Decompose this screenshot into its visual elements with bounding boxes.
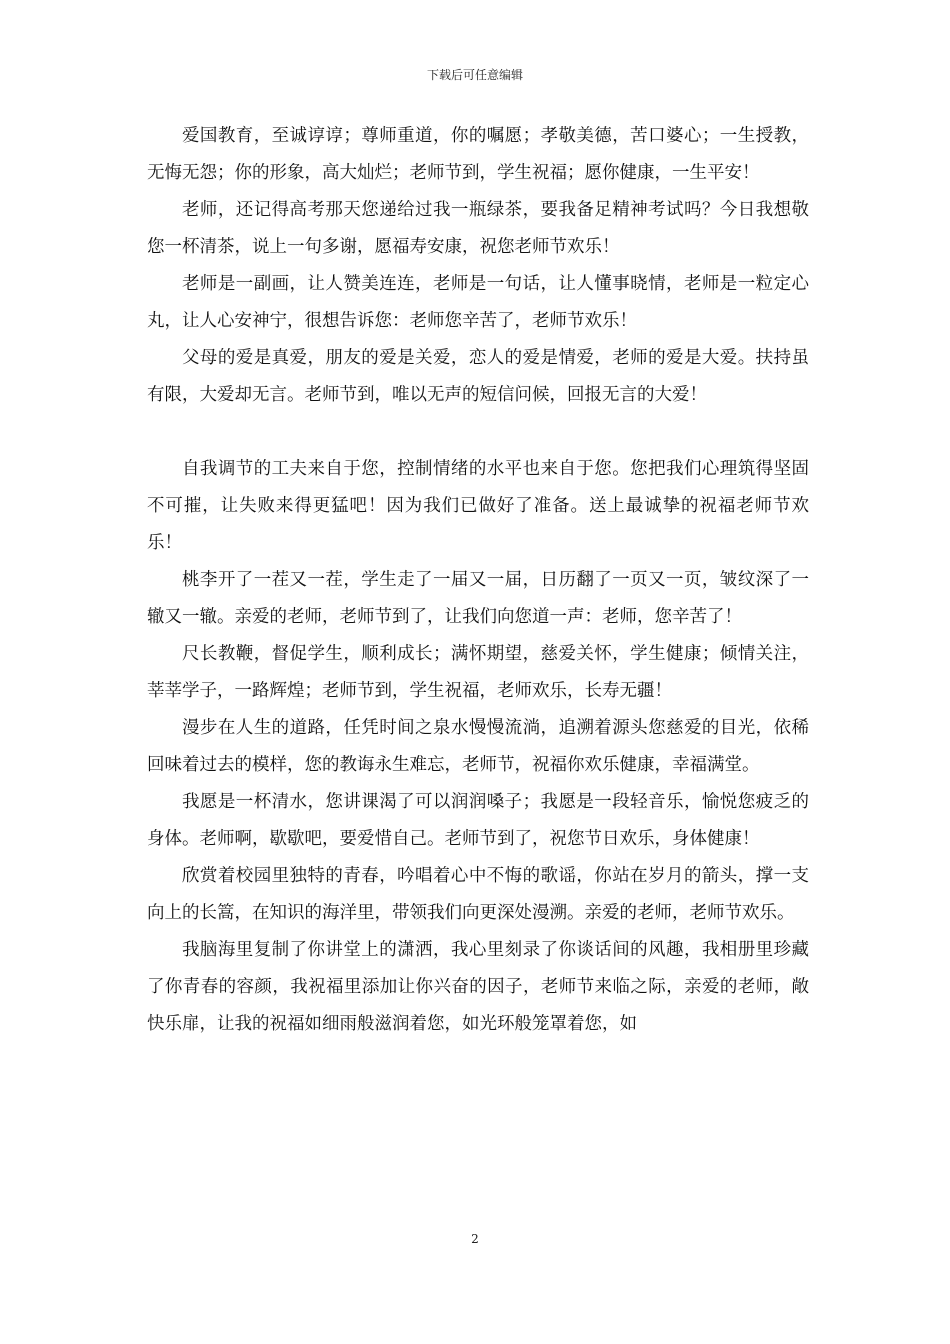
paragraph-gap: [147, 414, 809, 451]
paragraph: 爱国教育，至诚谆谆；尊师重道，你的嘱愿；孝敬美德，苦口婆心；一生授教，无悔无怨；你的形象，高大灿烂；老师节到，学生祝福；愿你健康，一生平安！: [147, 126, 809, 183]
paragraph: 欣赏着校园里独特的青春，吟唱着心中不悔的歌谣，你站在岁月的箭头，撑一支向上的长篙，在知识的海洋里，带领我们向更深处漫溯。亲爱的老师，老师节欢乐。: [147, 866, 809, 923]
paragraph: 老师是一副画，让人赞美连连，老师是一句话，让人懂事晓情，老师是一粒定心丸，让人心安神宁，很想告诉您：老师您辛苦了，老师节欢乐！: [147, 274, 809, 331]
document-body: [147, 118, 809, 1043]
paragraph: 我脑海里复制了你讲堂上的潇洒，我心里刻录了你谈话间的风趣，我相册里珍藏了你青春的容颜，我祝福里添加让你兴奋的因子，老师节来临之际，亲爱的老师，敞快乐扉，让我的祝福如细雨般滋润着您，如光环般笼罩着您，如: [147, 940, 809, 1034]
paragraph: 我愿是一杯清水，您讲课渴了可以润润嗓子；我愿是一段轻音乐，愉悦您疲乏的身体。老师啊，歇歇吧，要爱惜自己。老师节到了，祝您节日欢乐，身体健康！: [147, 792, 809, 849]
paragraph: 桃李开了一茬又一茬，学生走了一届又一届，日历翻了一页又一页，皱纹深了一辙又一辙。亲爱的老师，老师节到了，让我们向您道一声：老师，您辛苦了！: [147, 570, 809, 627]
page-number: 2: [471, 1232, 479, 1246]
paragraph: 自我调节的工夫来自于您，控制情绪的水平也来自于您。您把我们心理筑得坚固不可摧，让失败来得更猛吧！因为我们已做好了准备。送上最诚挚的祝福老师节欢乐！: [147, 459, 809, 553]
paragraph: 父母的爱是真爱，朋友的爱是关爱，恋人的爱是情爱，老师的爱是大爱。扶持虽有限，大爱却无言。老师节到，唯以无声的短信问候，回报无言的大爱！: [147, 348, 809, 405]
paragraph: 老师，还记得高考那天您递给过我一瓶绿茶，要我备足精神考试吗？今日我想敬您一杯清茶，说上一句多谢，愿福寿安康，祝您老师节欢乐！: [147, 200, 809, 257]
page-header: 下载后可任意编辑: [426, 68, 523, 82]
paragraph: 尺长教鞭，督促学生，顺利成长；满怀期望，慈爱关怀，学生健康；倾情关注，莘莘学子，一路辉煌；老师节到，学生祝福，老师欢乐，长寿无疆！: [147, 644, 809, 701]
paragraph: 漫步在人生的道路，任凭时间之泉水慢慢流淌，追溯着源头您慈爱的目光，依稀回味着过去的模样，您的教诲永生难忘，老师节，祝福你欢乐健康，幸福满堂。: [147, 718, 809, 775]
